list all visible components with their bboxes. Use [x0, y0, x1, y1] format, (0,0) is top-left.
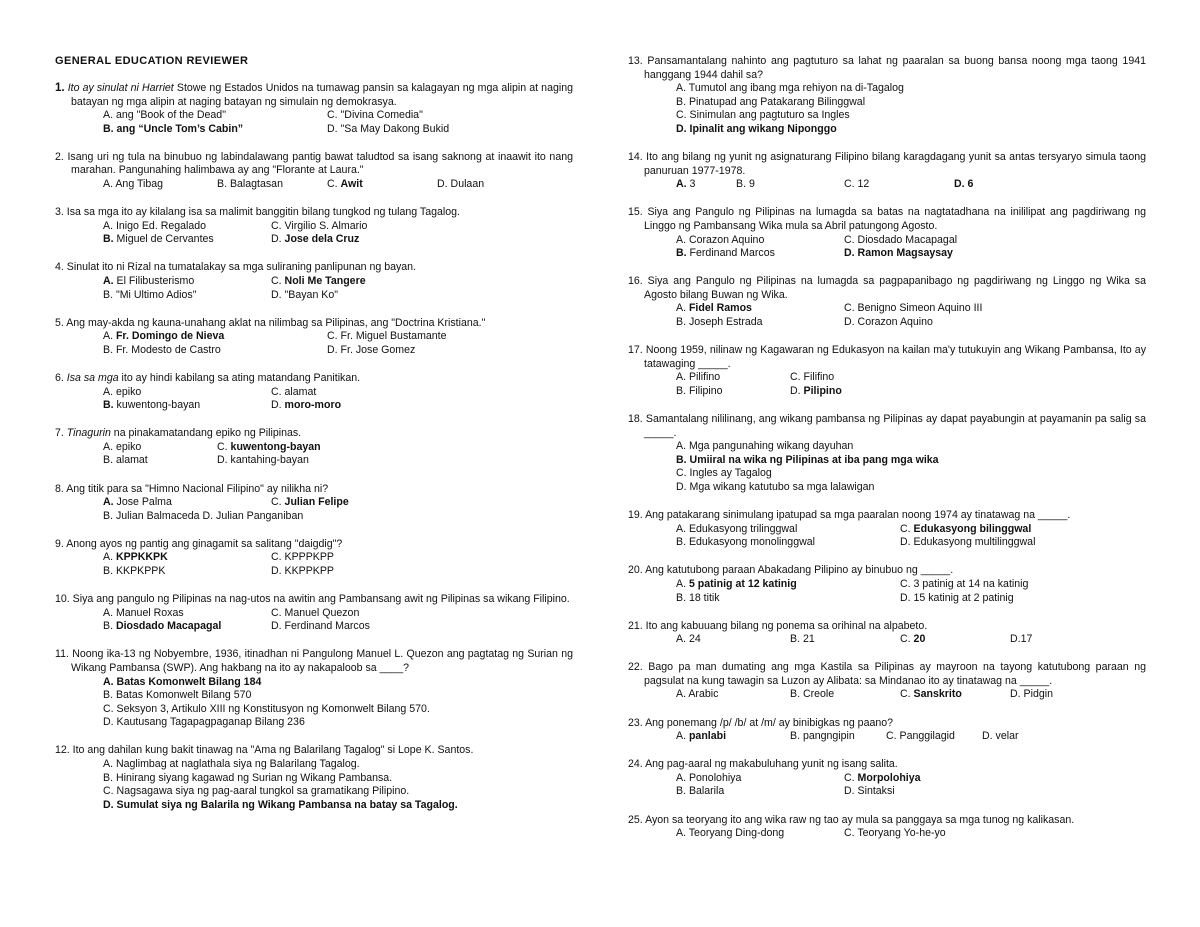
- left-column: [55, 82, 573, 827]
- question-17: [628, 344, 1146, 398]
- question-4: [55, 261, 573, 302]
- options-row: [676, 536, 1146, 550]
- question-text: 25. Ayon sa teoryang ito ang wika raw ng tao ay mula sa panggaya sa mga tunog ng kalikasan.: [628, 813, 1075, 826]
- option-b: B. Balarila: [676, 785, 725, 798]
- option-d: D. Ipinalit ang wikang Niponggo: [676, 122, 837, 135]
- option-answer: Awit: [340, 178, 363, 191]
- option-letter: A.: [103, 330, 116, 343]
- option-letter: D.: [790, 384, 804, 397]
- option-d: D. Sumulat siya ng Balarila ng Wikang Pambansa na batay sa Tagalog.: [103, 798, 458, 811]
- question-text: 4. Sinulat ito ni Rizal na tumatalakay sa mga suliraning panlipunan ng bayan.: [55, 261, 416, 274]
- options-row: [103, 330, 573, 344]
- option-answer: panlabi: [688, 730, 727, 743]
- options-row: [103, 441, 573, 455]
- options-row: [103, 109, 573, 123]
- option-a: [103, 496, 172, 510]
- option-d: D. "Bayan Ko": [271, 288, 338, 301]
- option-c: [900, 523, 1031, 537]
- option-answer: Sanskrito: [913, 688, 962, 701]
- options-row: [676, 688, 1146, 702]
- option-b: B. pangngipin: [790, 730, 855, 743]
- option-answer: Noli Me Tangere: [284, 275, 366, 288]
- question-2: [55, 151, 573, 192]
- options-row: [103, 565, 573, 579]
- option-a: A. epiko: [103, 385, 142, 398]
- question-19: [628, 509, 1146, 550]
- option-letter: B.: [103, 620, 116, 633]
- option-b: B. ang “Uncle Tom’s Cabin”: [103, 122, 244, 135]
- option-letter: A.: [103, 275, 114, 288]
- question-text: 12. Ito ang dahilan kung bakit tinawag na "Ama ng Balarilang Tagalog" si Lope K. Santos.: [55, 744, 474, 757]
- option-d: D. 15 katinig at 2 patinig: [900, 591, 1014, 604]
- question-18: [628, 413, 1146, 495]
- question-text: 23. Ang ponemang /p/ /b/ at /m/ ay binibigkas ng paano?: [628, 716, 894, 729]
- question-8: [55, 483, 573, 524]
- options-row: [676, 578, 1146, 592]
- options-row: [103, 454, 573, 468]
- options-row: [676, 772, 1146, 786]
- question-text: 17. Noong 1959, nilinaw ng Kagawaran ng Edukasyon na kailan ma'y tutukuyin ang Wikang Pambansa, Ito ay tatawaging _____.: [628, 344, 1146, 370]
- option-a: A. Teoryang Ding-dong: [676, 827, 785, 840]
- question-text: 14. Ito ang bilang ng yunit ng asignaturang Filipino bilang karagdagang yunit sa antas tersyaryo simula taong panuruan 1977-1978.: [628, 151, 1146, 177]
- option-letter: A.: [676, 178, 687, 191]
- option-b: B. Hinirang siyang kagawad ng Surian ng Wikang Pambansa.: [103, 771, 393, 784]
- options-row: [676, 730, 1146, 744]
- option-text: Ferdinand Marcos: [686, 247, 775, 260]
- option-b: B. 9: [736, 178, 755, 191]
- option-d: D. "Sa May Dakong Bukid: [327, 122, 450, 135]
- question-7: [55, 427, 573, 468]
- option-letter: C.: [271, 275, 285, 288]
- option-b: B. Pinatupad ang Patakarang Bilinggwal: [676, 95, 866, 108]
- question-1: [55, 82, 573, 136]
- question-text: 2. Isang uri ng tula na binubuo ng labindalawang pantig bawat taludtod sa isang saknong at inaawit ito nang marahan. Pangunahing halimbawa ay ang "Florante at Laura.": [55, 150, 573, 177]
- option-text: El Filibusterismo: [113, 275, 195, 288]
- options-row: [676, 785, 1146, 799]
- option-c: [900, 633, 925, 647]
- options-row: [676, 178, 1146, 192]
- option-d: D. Ferdinand Marcos: [271, 620, 370, 633]
- option-answer: Fr. Domingo de Nieva: [115, 330, 225, 343]
- question-text: 8. Ang titik para sa "Himno Nacional Filipino" ay nilikha ni?: [55, 482, 329, 495]
- question-5: [55, 317, 573, 358]
- option-letter: C.: [900, 688, 914, 701]
- question-number: 1.: [55, 82, 65, 94]
- options-row: [103, 399, 573, 413]
- question-text: ito ay hindi kabilang sa ating matandang Panitikan.: [118, 372, 361, 384]
- option-text: kuwentong-bayan: [113, 399, 201, 412]
- question-22: [628, 661, 1146, 702]
- option-a: A. Mga pangunahing wikang dayuhan: [676, 440, 854, 453]
- option-c: C. Filifino: [790, 371, 835, 384]
- question-text: 16. Siya ang Pangulo ng Pilipinas na lumagda sa pagpapanibago ng pagdiriwang ng Linggo ng Wika sa Agosto bilang Buwan ng Wika.: [628, 275, 1146, 301]
- option-b: B. Batas Komonwelt Bilang 570: [103, 689, 252, 702]
- option-a: A. Ponolohiya: [676, 771, 742, 784]
- question-25: [628, 814, 1146, 841]
- question-14: [628, 151, 1146, 192]
- options-row: [103, 344, 573, 358]
- option-c: C. 3 patinig at 14 na katinig: [900, 577, 1029, 590]
- question-16: [628, 275, 1146, 329]
- option-b-d: B. Julian Balmaceda D. Julian Panganiban: [103, 509, 304, 522]
- option-letter: D.: [271, 233, 285, 246]
- options-row: [103, 620, 573, 634]
- option-a: [676, 578, 797, 592]
- question-text: 9. Anong ayos ng pantig ang ginagamit sa salitang "daigdig"?: [55, 537, 343, 550]
- option-b: B. "Mi Ultimo Adios": [103, 288, 197, 301]
- options-row: [103, 496, 573, 510]
- question-emphasis: Tinagurin: [66, 427, 111, 440]
- question-text: 15. Siya ang Pangulo ng Pilipinas na lumagda sa batas na nagtatadhana na inililipat ang pagdiriwang ng Linggo ng Pambansang Wika mula sa Abril patungong Agosto.: [628, 206, 1146, 232]
- option-c: C. Benigno Simeon Aquino III: [844, 302, 983, 315]
- option-b: [103, 399, 200, 413]
- question-text: 10. Siya ang pangulo ng Pilipinas na nag-utos na awitin ang Pambansang awit ng Pilipinas sa wikang Filipino.: [55, 593, 570, 606]
- question-stem: [55, 427, 573, 441]
- options-row: [103, 220, 573, 234]
- option-a: A. Naglimbag at naglathala siya ng Balarilang Tagalog.: [103, 758, 360, 771]
- option-a: A. Pilifino: [676, 371, 721, 384]
- question-text: 13. Pansamantalang nahinto ang pagtuturo sa lahat ng paaralan sa buong bansa noong mga taong 1941 hanggang 1944 dahil sa?: [628, 55, 1146, 81]
- option-answer: Diosdado Macapagal: [115, 620, 222, 633]
- option-a: A. 24: [676, 633, 701, 646]
- option-c: [900, 688, 962, 702]
- options-row: [103, 510, 573, 524]
- option-a: [676, 730, 726, 744]
- question-21: [628, 620, 1146, 647]
- question-stem: [55, 82, 573, 109]
- option-a: A. ang "Book of the Dead": [103, 109, 226, 122]
- option-letter: C.: [327, 178, 341, 191]
- options-row: [103, 289, 573, 303]
- option-c: C. 12: [844, 178, 870, 191]
- options-row: [103, 123, 573, 137]
- option-answer: Jose dela Cruz: [284, 233, 360, 246]
- option-letter: A.: [676, 577, 689, 590]
- option-d: D. velar: [982, 730, 1019, 743]
- option-letter: B.: [676, 247, 687, 260]
- option-a: A. Batas Komonwelt Bilang 184: [103, 675, 262, 688]
- option-a: A. Edukasyong trilinggwal: [676, 522, 798, 535]
- option-b: [103, 233, 214, 247]
- question-text: 24. Ang pag-aaral ng makabuluhang yunit ng isang salita.: [628, 758, 898, 771]
- option-d: D. Dulaan: [437, 178, 485, 191]
- question-12: [55, 744, 573, 812]
- option-c: C. Teoryang Yo-he-yo: [844, 827, 946, 840]
- options-row: [103, 551, 573, 565]
- options-row: [676, 247, 1146, 261]
- option-a: A. Inigo Ed. Regalado: [103, 219, 207, 232]
- option-d: D. Mga wikang katutubo sa mga lalawigan: [676, 480, 875, 493]
- question-3: [55, 206, 573, 247]
- question-emphasis: Isa sa mga: [66, 372, 119, 384]
- option-d: D.17: [1010, 633, 1033, 646]
- option-d: D. 6: [954, 178, 974, 191]
- question-emphasis: Ito ay sinulat ni Harriet: [67, 82, 174, 94]
- question-text: na pinakamatandang epiko ng Pilipinas.: [110, 427, 302, 440]
- question-15: [628, 206, 1146, 260]
- options-row: [676, 633, 1146, 647]
- option-c: C. Manuel Quezon: [271, 606, 360, 619]
- options-row: [103, 607, 573, 621]
- option-d: D. Edukasyong multilinggwal: [900, 536, 1036, 549]
- option-d: D. Pidgin: [1010, 688, 1053, 701]
- option-d: D. KKPPKPP: [271, 565, 334, 578]
- question-11: [55, 648, 573, 730]
- option-text: Jose Palma: [113, 496, 172, 509]
- question-number: 7.: [55, 427, 67, 440]
- question-text: 22. Bago pa man dumating ang mga Kastila sa Pilipinas ay mayroon na tayong katutubong paraan ng pagsulat na kung tawagin sa Luzon ay Alibata: sa Mindanao ito ay tinatawag na _____.: [628, 661, 1146, 687]
- option-c: C. Nagsagawa siya ng pag-aaral tungkol sa gramatikang Pilipino.: [103, 785, 410, 798]
- option-d: [271, 399, 341, 413]
- options-row: [103, 178, 573, 192]
- question-text: 20. Ang katutubong paraan Abakadang Pilipino ay binubuo ng _____.: [628, 564, 954, 577]
- option-letter: A.: [103, 496, 114, 509]
- options-row: [676, 234, 1146, 248]
- option-c: C. KPPPKPP: [271, 551, 334, 564]
- option-d: D. Ramon Magsaysay: [844, 247, 953, 260]
- option-letter: D.: [271, 399, 285, 412]
- option-answer: Pilipino: [803, 384, 842, 397]
- option-c: C. Seksyon 3, Artikulo XIII ng Konstitusyon ng Komonwelt Bilang 570.: [103, 702, 430, 715]
- question-24: [628, 758, 1146, 799]
- option-answer: Julian Felipe: [284, 496, 349, 509]
- question-23: [628, 717, 1146, 744]
- option-d: D. Corazon Aquino: [844, 316, 933, 328]
- option-answer: 5 patinig at 12 katinig: [688, 577, 797, 590]
- option-letter: C.: [900, 633, 914, 646]
- option-b: B. KKPKPPK: [103, 565, 166, 578]
- option-c: C. "Divina Comedia": [327, 109, 423, 122]
- option-c: [844, 772, 921, 786]
- option-b: B. Balagtasan: [217, 178, 283, 191]
- question-stem: [55, 372, 573, 386]
- question-text: 5. Ang may-akda ng kauna-unahang aklat na nilimbag sa Pilipinas, ang "Doctrina Kristiana.": [55, 316, 486, 329]
- option-c: C. Fr. Miguel Bustamante: [327, 330, 447, 343]
- option-c: C. Sinimulan ang pagtuturo sa Ingles: [676, 109, 850, 122]
- option-b: B. Creole: [790, 688, 835, 701]
- option-d: D. Fr. Jose Gomez: [327, 343, 416, 356]
- option-letter: A.: [103, 551, 116, 564]
- option-answer: Edukasyong bilinggwal: [913, 522, 1032, 535]
- option-answer: Morpolohiya: [857, 771, 921, 784]
- option-b: B. Filipino: [676, 384, 723, 397]
- option-c: [271, 275, 366, 289]
- right-column: [628, 55, 1146, 855]
- option-c: [327, 178, 363, 192]
- question-number: 6.: [55, 372, 67, 384]
- option-c: C. Ingles ay Tagalog: [676, 467, 772, 480]
- option-d: D. Sintaksi: [844, 785, 895, 798]
- option-a: [676, 178, 695, 192]
- options-row: [676, 316, 1146, 330]
- options-row: [676, 592, 1146, 606]
- options-row: [103, 233, 573, 247]
- question-6: [55, 372, 573, 413]
- option-d: [271, 233, 359, 247]
- option-letter: A.: [676, 730, 689, 743]
- option-a: A. epiko: [103, 440, 142, 453]
- option-b: B. 18 titik: [676, 591, 720, 604]
- options-row: [676, 523, 1146, 537]
- page-title: GENERAL EDUCATION REVIEWER: [55, 55, 249, 67]
- option-answer: Fidel Ramos: [688, 302, 752, 315]
- option-letter: C.: [271, 496, 285, 509]
- option-b: B. Fr. Modesto de Castro: [103, 343, 221, 356]
- option-b: B. Joseph Estrada: [676, 316, 763, 328]
- option-b: B. Umiiral na wika ng Pilipinas at iba pang mga wika: [676, 453, 939, 466]
- question-text: 3. Isa sa mga ito ay kilalang isa sa malimit banggitin bilang tungkod ng tulang Tagalog.: [55, 206, 460, 219]
- option-letter: C.: [217, 440, 231, 453]
- question-text: 18. Samantalang nililinang, ang wikang pambansa ng Pilipinas ay dapat payabungin at payamanin pa salig sa _____.: [628, 412, 1146, 439]
- option-text: 3: [686, 178, 696, 191]
- options-row: [103, 275, 573, 289]
- option-a: [103, 275, 194, 289]
- option-letter: A.: [676, 302, 689, 315]
- option-letter: C.: [844, 771, 858, 784]
- option-b: B. Edukasyong monolinggwal: [676, 536, 815, 549]
- option-d: D. kantahing-bayan: [217, 454, 309, 467]
- option-a: A. Arabic: [676, 688, 719, 701]
- option-letter: B.: [103, 399, 114, 412]
- options-row: [103, 386, 573, 400]
- option-a: A. Corazon Aquino: [676, 233, 765, 246]
- question-20: [628, 564, 1146, 605]
- question-10: [55, 593, 573, 634]
- question-13: [628, 55, 1146, 137]
- option-answer: 20: [913, 633, 926, 646]
- question-text: 21. Ito ang kabuuang bilang ng ponema sa orihinal na alpabeto.: [628, 619, 928, 632]
- options-row: [676, 385, 1146, 399]
- option-a: A. Ang Tibag: [103, 178, 164, 191]
- option-a: [676, 302, 752, 316]
- option-b: [103, 620, 221, 634]
- option-letter: C.: [900, 522, 914, 535]
- question-text: Stowe ng Estados Unidos na tumawag pansin sa kalagayan ng mga alipin at naging batayan ng mga alipin at naging batayan ng simulain ng demokrasya.: [71, 82, 573, 108]
- option-b: B. 21: [790, 633, 815, 646]
- question-text: 19. Ang patakarang sinimulang ipatupad sa mga paaralan noong 1974 ay tinatawag na _____.: [628, 509, 1071, 522]
- option-answer: kuwentong-bayan: [230, 440, 321, 453]
- option-a: [103, 551, 168, 565]
- option-answer: moro-moro: [284, 399, 342, 412]
- question-9: [55, 538, 573, 579]
- option-c: [217, 441, 321, 455]
- question-text: 11. Noong ika-13 ng Nobyembre, 1936, itinadhan ni Pangulong Manuel L. Quezon ang pagtatag ng Surian ng Wikang Pambansa (SWP). Ang hakbang na ito ay nakapaloob sa ____?: [55, 648, 573, 674]
- option-letter: B.: [103, 233, 114, 246]
- options-row: [676, 302, 1146, 316]
- option-b: [676, 247, 775, 261]
- option-b: B. alamat: [103, 454, 148, 467]
- option-c: C. Virgilio S. Almario: [271, 219, 368, 232]
- option-d: [790, 385, 842, 399]
- option-c: [271, 496, 349, 510]
- option-a: A. Manuel Roxas: [103, 606, 184, 619]
- option-text: Miguel de Cervantes: [113, 233, 214, 246]
- option-d: D. Kautusang Tagapagpaganap Bilang 236: [103, 716, 305, 729]
- option-c: C. Panggilagid: [886, 730, 955, 743]
- options-row: [676, 371, 1146, 385]
- option-c: C. alamat: [271, 385, 317, 398]
- options-row: [676, 827, 1146, 841]
- option-a: A. Tumutol ang ibang mga rehiyon na di-Tagalog: [676, 82, 904, 95]
- option-c: C. Diosdado Macapagal: [844, 233, 958, 246]
- option-answer: KPPKKPK: [115, 551, 168, 564]
- option-a: [103, 330, 224, 344]
